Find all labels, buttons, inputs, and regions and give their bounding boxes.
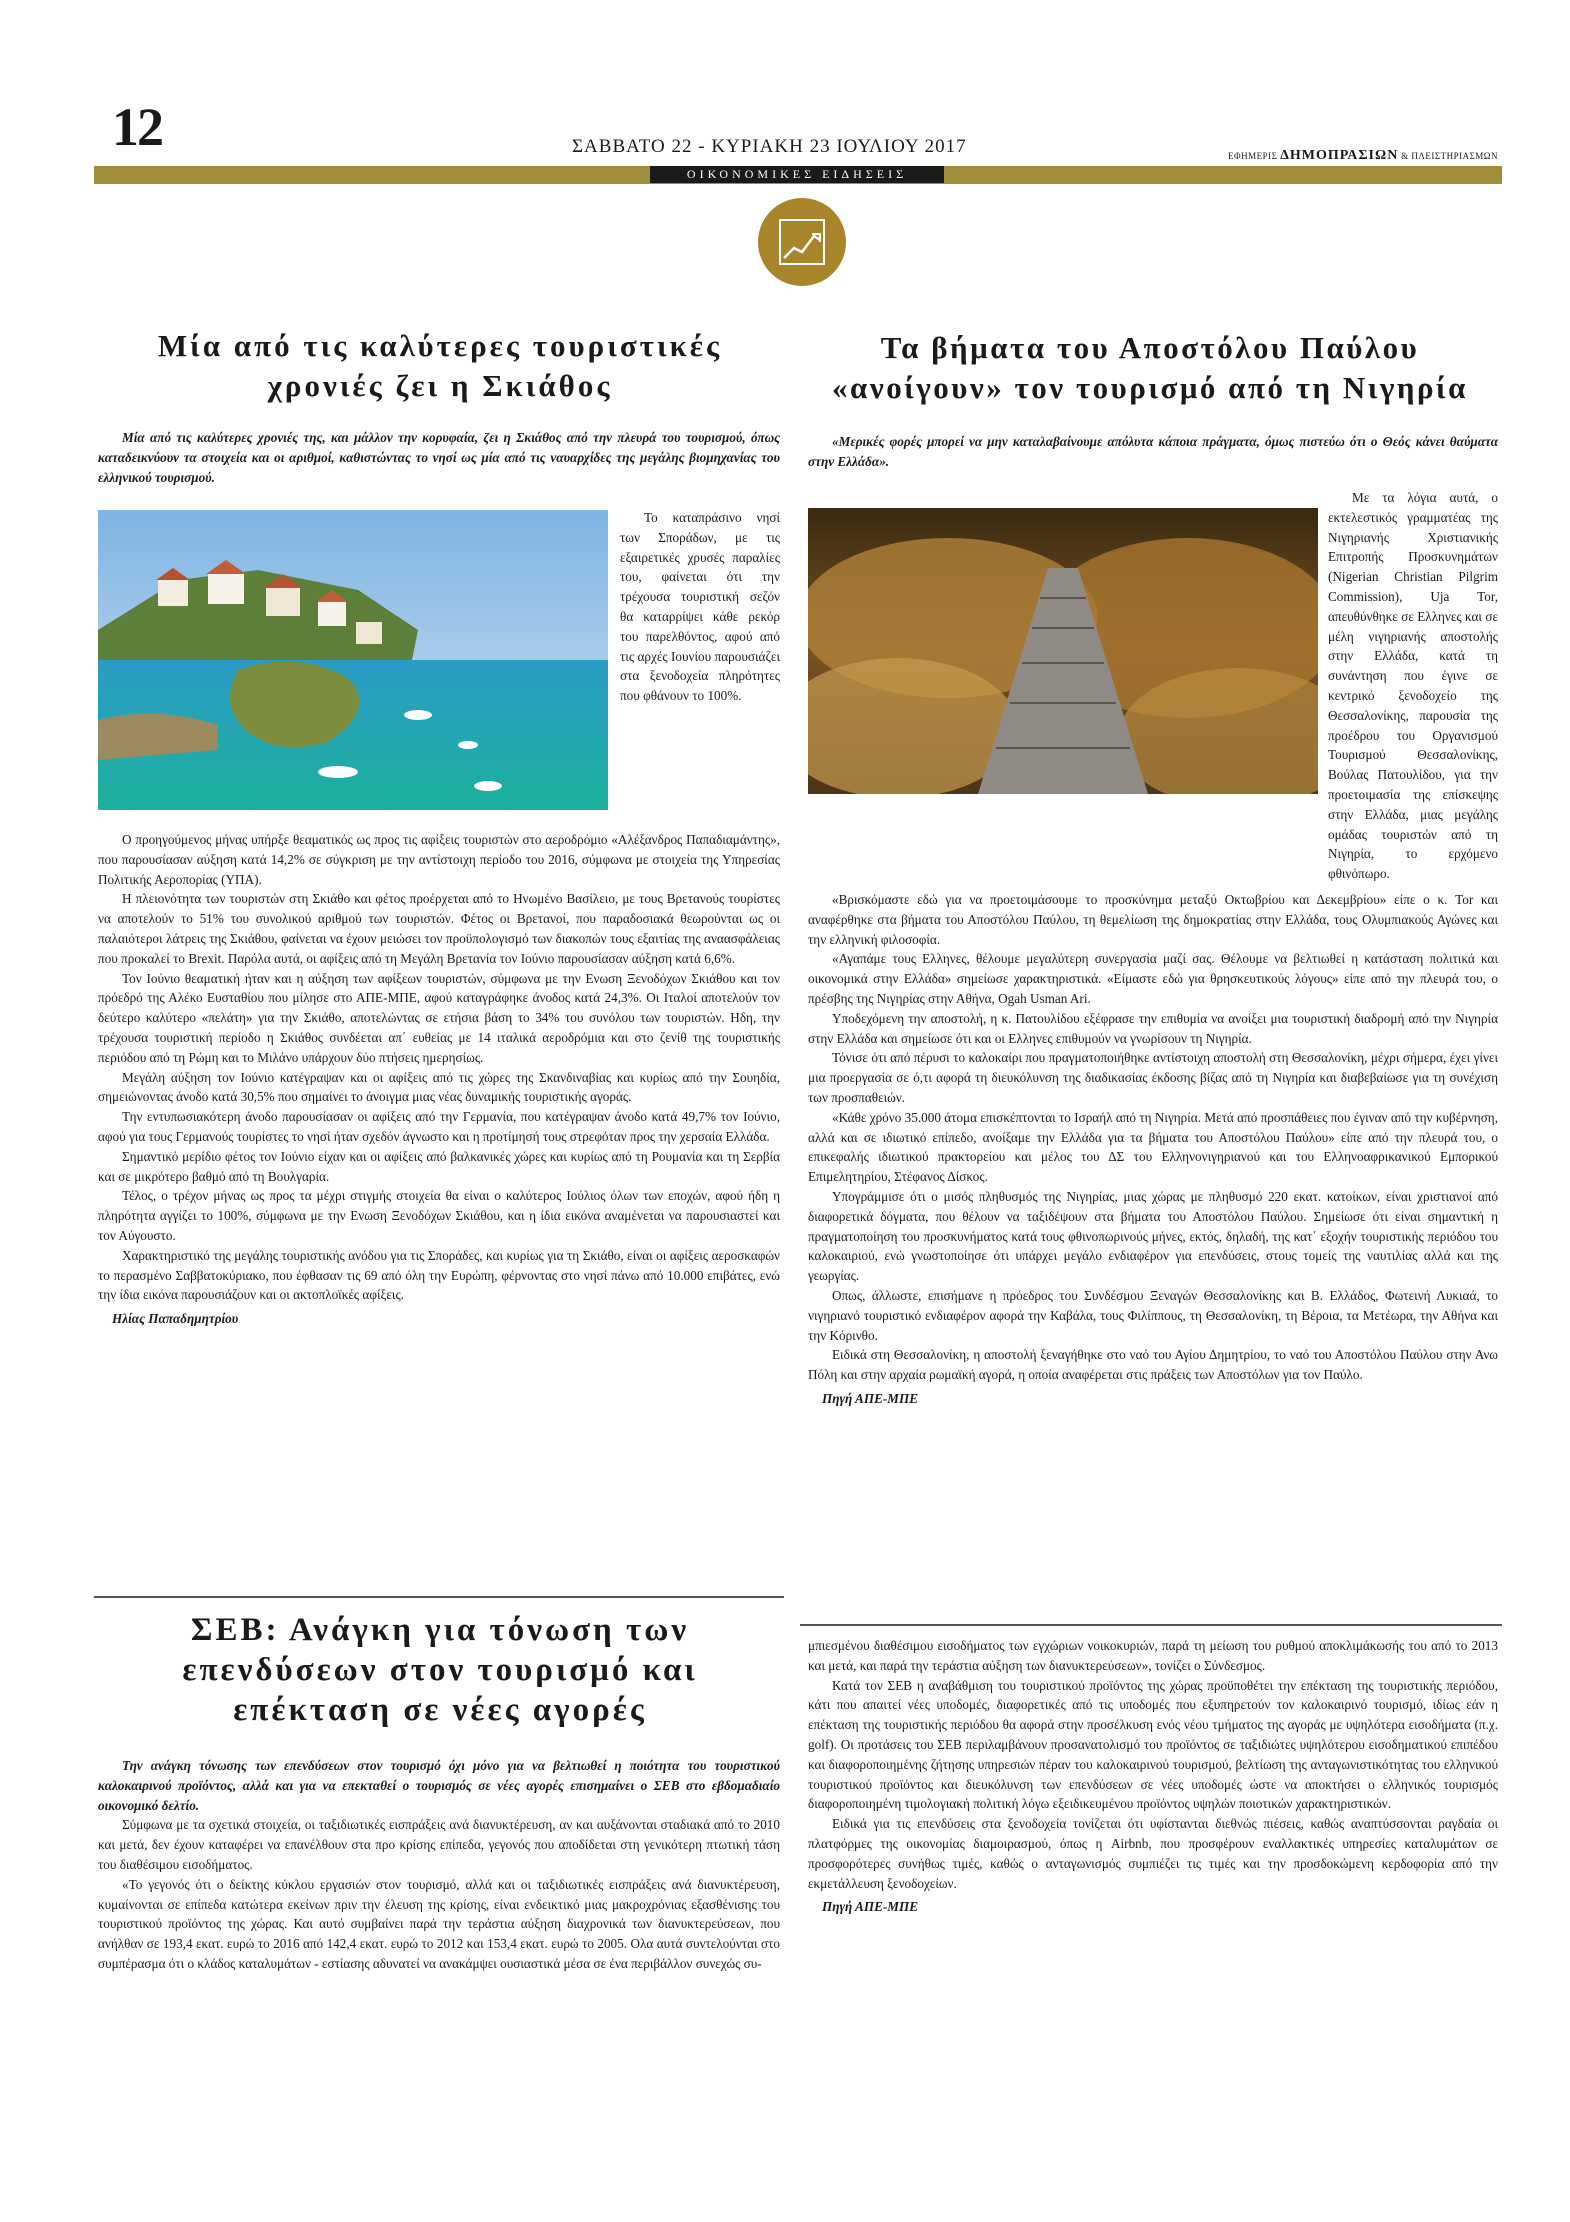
page-number: 12 — [112, 97, 162, 157]
masthead-name: ΔΗΜΟΠΡΑΣΙΩΝ — [1280, 148, 1399, 163]
article-seb-body-right — [808, 1636, 1498, 1917]
headline-line: «ανοίγουν» τον τουρισμό από τη Νιγηρία — [832, 370, 1468, 405]
issue-date: ΣΑΒΒΑΤΟ 22 - ΚΥΡΙΑΚΗ 23 ΙΟΥΛΙΟΥ 2017 — [572, 136, 967, 157]
section-title: ΟΙΚΟΝΟΜΙΚΕΣ ΕΙΔΗΣΕΙΣ — [650, 166, 944, 183]
article-paragraph: Με τα λόγια αυτά, ο εκτελεστικός γραμματέας της Νιγηριανής Χριστιανικής Επιτροπής Προσκυνημάτων (Nigerian Christian Pilgrim Commission), Uja Tor, απευθύνθηκε σε Ελληνες και σε μέλη νιγηριανής αποστολής στην Ελλάδα, κατά τη συνάντηση που έγινε σε κεντρικό ξενοδοχείο της Θεσσαλονίκης, παρουσία της προέδρου του Οργανισμού Τουρισμού Θεσσαλονίκης, Βούλας Πατουλίδου, για την προετοιμασία της επίσκεψης στην Ελλάδα, μιας μεγάλης ομάδας τουριστών από τη Νιγηρία, το ερχόμενο φθινόπωρο. — [1328, 490, 1498, 882]
article-paragraph: Οπως, άλλωστε, επισήμανε η πρόεδρος του Συνδέσμου Ξεναγών Θεσσαλονίκης και Β. Ελλάδος, Φωτεινή Λυκιαά, το νιγηριανό τουριστικό ενδιαφέρον αφορά την Καβάλα, τους Φιλίππους, τη Θεσσαλονίκη, τη Βέροια, τα Μετέωρα, την Αθήνα και την Κόρινθο. — [808, 1287, 1498, 1343]
article-lead: Την ανάγκη τόνωσης των επενδύσεων στον τουρισμό όχι μόνο για να βελτιωθεί η ποιότητα του τουριστικού καλοκαιρινού προϊόντος, αλλά και για να επεκταθεί ο τουρισμός σε νέες αγορές επισημαίνει ο ΣΕΒ στο εβδομαδιαίο οικονομικό δελτίο. — [98, 1758, 780, 1813]
article-lead: Μία από τις καλύτερες χρονιές της, και μάλλον την κορυφαία, ζει η Σκιάθος από την πλευρά του τουρισμού, όπως καταδεικνύουν τα στοιχεία και οι αριθμοί, καθιστώντας το νησί ως μία από τις ναυαρχίδες της μεγάλης βιομηχανίας του ελληνικού τουρισμού. — [98, 430, 780, 485]
article-lead: «Μερικές φορές μπορεί να μην καταλαβαίνουμε απόλυτα κάποια πράγματα, όμως πιστεύω ότι ο Θεός κάνει θαύματα στην Ελλάδα». — [808, 434, 1498, 469]
article-paragraph: Τόνισε ότι από πέρυσι το καλοκαίρι που πραγματοποιήθηκε αντίστοιχη αποστολή στη Θεσσαλονίκη, μέχρι σήμερα, έχει γίνει μια προεργασία σε ό,τι αφορά τη διευκόλυνση της διαδικασίας έκδοσης βίζας από τη Νιγηρία και διαβεβαίωσε για τη συνέχιση των προσπαθειών. — [808, 1050, 1498, 1105]
article-skiathos-lead — [98, 428, 780, 487]
headline-line: επενδύσεων στον τουρισμό και — [182, 1652, 698, 1688]
article-paragraph: Υποδεχόμενη την αποστολή, η κ. Πατουλίδου εξέφρασε την επιθυμία να ανοίξει μια τουριστική διαδρομή από την Νιγηρία στην Ελλάδα και σημείωσε ότι και οι Ελληνες επιθυμούν να γνωρίσουν τη Νιγηρία. — [808, 1010, 1498, 1046]
article-paragraph: Κατά τον ΣΕΒ η αναβάθμιση του τουριστικού προϊόντος της χώρας προϋποθέτει την επέκταση της τουριστικής περιόδου, κάτι που απαιτεί νέες υποδομές, διαφορετικές από τις υποδομές που εξυπηρετούν τον καλοκαιρινό τουρισμό, ιδίως εάν η επέκταση της τουριστικής περιόδου θα αφορά στην προσέλκυση ενός νέου τμήματος της αγοράς με υψηλότερα εισοδήματα (π.χ. golf). Οι προτάσεις του ΣΕΒ περιλαμβάνουν προσανατολισμό του προϊόντος σε ταξιδιώτες υψηλότερου εισοδηματικού επιπέδου και διαφοροποιημένης ζήτησης υπηρεσιών πέραν του καλοκαιρινού τουρισμού, βελτίωση της ανταγωνιστικότητας του ελληνικού τουριστικού προϊόντος και διευκόλυνση των επενδύσεων σε νέες υποδομές ώστε να αποκτήσει ο ελληνικός τουρισμός διαφοροποιημένη τιμολογιακή πολιτική λόγω εξειδικευμένου προϊόντος υψηλών ποιοτικών χαρακτηριστικών. — [808, 1677, 1498, 1812]
masthead-suffix: & ΠΛΕΙΣΤΗΡΙΑΣΜΩΝ — [1401, 151, 1498, 161]
article-nigeria-lead — [808, 432, 1498, 472]
article-paragraph: Υπογράμμισε ότι ο μισός πληθυσμός της Νιγηρίας, μιας χώρας με πληθυσμό 220 εκατ. κατοίκων, είναι χριστιανοί από διαφορετικά δόγματα, που θέλουν να ταξιδέψουν στα βήματα του Αποστόλου Παύλου. Σημείωσε ότι είναι σημαντική η πραγματοποίηση του προσκυνήματος κατά τους φθινοπωρινούς μήνες, εκτός, δηλαδή, της κατ΄ εξοχήν τουριστικής περιόδου του καλοκαιριού, ενώ γνωστοποίησε ότι υπάρχει μεγάλο ενδιαφέρον για επενδύσεις, στους τομείς της ναυτιλίας αλλά και της γεωργίας. — [808, 1188, 1498, 1284]
article-seb-body-left — [98, 1756, 780, 1974]
headline-line: Τα βήματα του Αποστόλου Παύλου — [880, 330, 1420, 365]
article-nigeria-body — [808, 890, 1498, 1409]
article-paragraph: Η πλειονότητα των τουριστών στη Σκιάθο και φέτος προέρχεται από το Ηνωμένο Βασίλειο, με τους Βρετανούς τουρίστες να αποτελούν το 51% του συνολικού αριθμού των τουριστών. Φέτος οι Βρετανοί, που παραδοσιακά θεωρούνται ως οι παλαιότεροι λάτρεις της Σκιάθου, φαίνεται να έχουν μειώσει τον προϋπολογισμό των διακοπών τους εξαιτίας της αναασφάλειας που προκαλεί το Brexit. Παρόλα αυτά, οι αφίξεις από τη Μεγάλη Βρετανία τον Ιούνιο παρουσίασαν αύξηση κατά 6,6%. — [98, 891, 780, 966]
divider — [800, 1624, 1502, 1626]
article-paragraph: Τέλος, ο τρέχον μήνας ως προς τα μέχρι στιγμής στοιχεία θα είναι ο καλύτερος Ιούλιος όλων των εποχών, αφού ήδη η πληρότητα αγγίζει το 100%, σύμφωνα με την Ενωση Ξενοδόχων Σκιάθου, και η ίδια εικόνα αναμένεται να παρουσιαστεί και τον Αύγουστο. — [98, 1188, 780, 1243]
article-paragraph: Τον Ιούνιο θεαματική ήταν και η αύξηση των αφίξεων τουριστών, σύμφωνα με την Ενωση Ξενοδόχων Σκιάθου και τον πρόεδρό της Αλέκο Ευσταθίου που μίλησε στο ΑΠΕ-ΜΠΕ, αφού καταγράφηκε άνοδος κατά 24,3%. Οι Ιταλοί αποτελούν τον δεύτερο καλύτερο «πελάτη» για την Σκιάθο, αποτελώντας σε ετήσια βάση το 34% του συνόλου των τουριστών. Ηδη, την τρέχουσα τουριστική περίοδο η Σκιάθος συνδέεται απ΄ ευθείας με 14 ιταλικά αεροδρόμια και στο ζενίθ της τουριστικής περιόδου από τη Ρώμη και το Μιλάνο υπάρχουν δύο πτήσεις ημερησίως. — [98, 970, 780, 1065]
divider — [94, 1596, 784, 1598]
article-skiathos-headline — [120, 326, 760, 406]
article-paragraph: μπιεσμένου διαθέσιμου εισοδήματος των εγχώριων νοικοκυριών, παρά τη μείωση του ρυθμού αποκλιμάκωσής του από το 2013 και μετά, και παρά την τεράστια αύξηση των διανυκτερεύσεων», τονίζει ο Σύνδεσμος. — [808, 1638, 1498, 1673]
article-paragraph: «Το γεγονός ότι ο δείκτης κύκλου εργασιών στον τουρισμό, αλλά και οι ταξιδιωτικές εισπράξεις ανά διανυκτέρευση, κυμαίνονται σε επίπεδα κατώτερα εκείνων πριν την έλευση της κρίσης, είναι ενδεικτικό μιας μακροχρόνιας εξασθένισης του τουριστικού προϊόντος της χώρας. Και αυτό συμβαίνει παρά την τεράστια αύξηση διαχρονικά των διανυκτερεύσεων, που ανήλθαν σε 193,4 εκατ. ευρώ το 2016 από 142,4 εκατ. ευρώ το 2012 και 153,4 εκατ. ευρώ το 2005. Ολα αυτά συντελούνται στο συμπέρασμα ότι ο κλάδος καταλυμάτων - εστίασης αδυνατεί να ανακάμψει ουσιαστικά μέσα σε ένα περιβάλλον συνεχώς συ- — [98, 1876, 780, 1971]
article-paragraph: Ειδικά για τις επενδύσεις στα ξενοδοχεία τονίζεται ότι υφίστανται διεθνώς πιέσεις, καθώς αναπτύσσονται ραγδαία οι πλατφόρμες της οικονομίας διαμοιρασμού, όπως η Airbnb, που προσφέρουν εναλλακτικές υπηρεσίες καταλυμάτων σε προσφορότερες συνήθως τιμές, καθώς ο ανταγωνισμός συμπιέζει τις τιμές και την προσδοκώμενη κερδοφορία από την εκμετάλλευση ξενοδοχείων. — [808, 1816, 1498, 1891]
article-paragraph: Ειδικά στη Θεσσαλονίκη, η αποστολή ξεναγήθηκε στο ναό του Αγίου Δημητρίου, το ναό του Αποστόλου Παύλου στην Ανω Πόλη και στην αρχαία ρωμαϊκή αγορά, η οποία αναφέρεται στις πράξεις των Αποστόλων για τον Παύλο. — [808, 1347, 1498, 1383]
masthead — [1228, 148, 1498, 164]
article-paragraph: Σημαντικό μερίδιο φέτος τον Ιούνιο είχαν και οι αφίξεις από βαλκανικές χώρες και κυρίως από τη Ρουμανία και τη Σερβία και σε μικρότερο βαθμό από τη Βουλγαρία. — [98, 1148, 780, 1184]
headline-line: ΣΕΒ: Ανάγκη για τόνωση των — [190, 1612, 690, 1648]
article-paragraph: Μεγάλη αύξηση τον Ιούνιο κατέγραψαν και οι αφίξεις από τις χώρες της Σκανδιναβίας και κυρίως από την Σουηδία, σημειώνοντας άνοδο κατά 30,5% που σημαίνει το άνοιγμα μιας νέας δυναμικής τουριστικής αγοράς. — [98, 1069, 780, 1105]
article-skiathos-body — [98, 830, 780, 1329]
headline-line: Μία από τις καλύτερες τουριστικές — [157, 328, 723, 363]
article-paragraph: «Αγαπάμε τους Ελληνες, θέλουμε μεγαλύτερη συνεργασία μαζί σας. Θέλουμε να βελτιωθεί η κατάσταση πολιτικά και οικονομικά στην Ελλάδα» σημείωσε χαρακτηριστικά. «Είμαστε εδώ για θρησκευτικούς λόγους» είπε από την πλευρά του, ο πρέσβης της Νιγηρίας στην Αθήνα, Ogah Usman Ari. — [808, 951, 1498, 1006]
article-paragraph: Την εντυπωσιακότερη άνοδο παρουσίασαν οι αφίξεις από την Γερμανία, που κατέγραψαν άνοδο κατά 49,7% τον Ιούνιο, αφού για τους Γερμανούς τουρίστες το νησί ήταν σχεδόν άγνωστο και η προτίμησή τους στρεφόταν προς την χερσαία Ελλάδα. — [98, 1109, 780, 1144]
economy-chart-icon — [758, 198, 846, 286]
article-seb-headline — [120, 1610, 760, 1730]
article-source: Πηγή ΑΠΕ-ΜΠΕ — [822, 1390, 919, 1406]
article-paragraph: «Βρισκόμαστε εδώ για να προετοιμάσουμε το προσκύνημα μεταξύ Οκτωβρίου και Δεκεμβρίου» είπε ο κ. Tor και αναφέρθηκε στα βήματα του Αποστόλου Παύλου, τη θεμελίωση της δημοκρατίας στην Ελλάδα, τους Ολυμπιακούς Αγώνες και την ελληνική φιλοσοφία. — [808, 892, 1498, 947]
article-paragraph: Το καταπράσινο νησί των Σποράδων, με τις εξαιρετικές χρυσές παραλίες του, φαίνεται ότι την τρέχουσα τουριστική σεζόν θα καταρρίψει κάθε ρεκόρ του παρελθόντος, αφού από τις αρχές Ιουνίου παρουσιάζει στα ξενοδοχεία πληρότητες που φθάνουν το 100%. — [620, 510, 780, 704]
article-paragraph: «Κάθε χρόνο 35.000 άτομα επισκέπτονται το Ισραήλ από τη Νιγηρία. Μετά από προσπάθειες που έγιναν από την κυβέρνηση, αλλά και σε ιδιωτικό επίπεδο, ανοίξαμε την Ελλάδα για τα βήματα του Αποστόλου Παύλου» είπε από την πλευρά του, ο επικεφαλής ιδιωτικού πρακτορείου και μέλος του ΔΣ του Ελληνονιγηριανού και του Ελληνοαφρικανικού Εμπορικού Επιμελητηρίου, Στέφανος Δίσκος. — [808, 1109, 1498, 1185]
article-nigeria-wrap-text — [1328, 488, 1498, 884]
article-paragraph: Σύμφωνα με τα σχετικά στοιχεία, οι ταξιδιωτικές εισπράξεις ανά διανυκτέρευση, αν και αυξάνονται σταδιακά από το 2010 και μετά, δεν έχουν καταφέρει να επανέλθουν στα προ κρίσης επίπεδα, γεγονός που αποδίδεται στη γενικότερη πτωτική τάση του διαθέσιμου εισοδήματος. — [98, 1817, 780, 1872]
article-paragraph: Χαρακτηριστικό της μεγάλης τουριστικής ανόδου για τις Σποράδες, και κυρίως για τη Σκιάθο, είναι οι αφίξεις αεροσκαφών το περασμένο Σαββατοκύριακο, που έφθασαν τις 69 από όλη την Ευρώπη, φέρνοντας στο νησί πάνω από 10.000 επιβάτες, ενώ την ίδια εικόνα παρουσιάζουν και οι ακτοπλοϊκές αφίξεις. — [98, 1247, 780, 1303]
article-paragraph: Ο προηγούμενος μήνας υπήρξε θεαματικός ως προς τις αφίξεις τουριστών στο αεροδρόμιο «Αλέξανδρος Παπαδιαμάντης», που παρουσίασαν αύξηση κατά 14,2% σε σύγκριση με την αντίστοιχη περίοδο του 2016, σύμφωνα με στοιχεία της Υπηρεσίας Πολιτικής Αεροπορίας (ΥΠΑ). — [98, 832, 780, 887]
path-photo — [808, 508, 1318, 794]
article-source: Πηγή ΑΠΕ-ΜΠΕ — [822, 1899, 919, 1915]
masthead-prefix: ΕΦΗΜΕΡΙΣ — [1228, 151, 1278, 161]
headline-line: χρονιές ζει η Σκιάθος — [267, 368, 613, 403]
article-nigeria-headline — [800, 328, 1500, 408]
article-skiathos-wrap-text — [620, 508, 780, 706]
article-author: Ηλίας Παπαδημητρίου — [112, 1311, 239, 1327]
skiathos-photo — [98, 510, 608, 810]
headline-line: επέκταση σε νέες αγορές — [233, 1692, 647, 1728]
